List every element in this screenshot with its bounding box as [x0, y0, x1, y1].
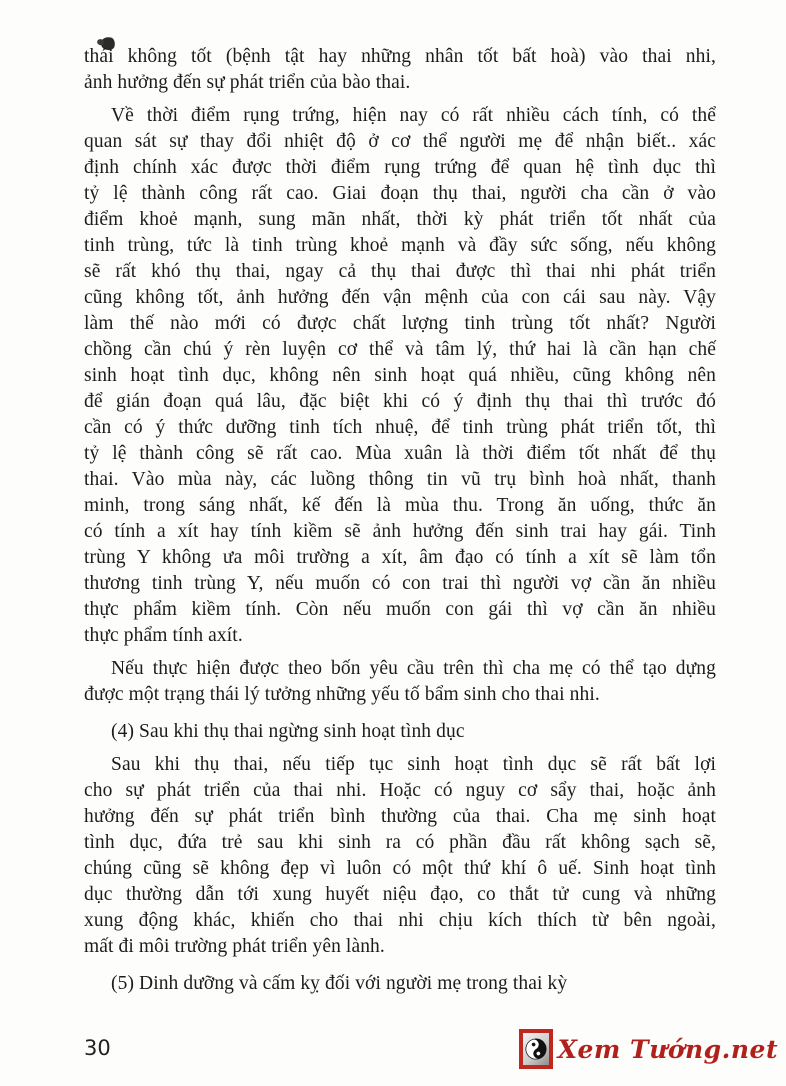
text-line: thực phẩm kiềm tính. Còn nếu muốn con gái thì vợ cần ăn nhiều	[84, 599, 716, 620]
text-line: thai. Vào mùa này, các luồng thông tin vũ trụ bình hoà nhất, thanh	[84, 469, 716, 490]
text-line: cũng không tốt, ảnh hưởng đến vận mệnh của con cái sau này. Vậy	[84, 287, 716, 308]
text-line: tinh trùng, tức là tinh trùng khoẻ mạnh và đầy sức sống, nếu không	[84, 235, 716, 256]
text-line: tình dục, đứa trẻ sau khi sinh ra có phần đầu rất không sạch sẽ,	[84, 832, 716, 853]
text-line: Sau khi thụ thai, nếu tiếp tục sinh hoạt tình dục sẽ rất bất lợi	[111, 754, 716, 775]
text-line: để gián đoạn quá lâu, đặc biệt khi có ý định thụ thai thì trước đó	[84, 391, 716, 412]
text-line: mất đi môi trường phát triển yên lành.	[84, 936, 385, 957]
text-line: chồng cần chú ý rèn luyện cơ thể và tâm lý, thứ hai là cần hạn chế	[84, 339, 716, 360]
text-line: thực phẩm tính axít.	[84, 625, 243, 646]
text-line: dục thường dẫn tới xung huyết niệu đạo, co thắt tử cung và những	[84, 884, 716, 905]
text-line: ảnh hưởng đến sự phát triển của bào thai.	[84, 72, 411, 93]
text-line: quan sát sự thay đổi nhiệt độ ở cơ thể người mẹ để nhận biết.. xác	[84, 131, 716, 152]
yin-yang-icon	[519, 1029, 553, 1069]
text-line: minh, trong sáng nhất, kế đến là mùa thu. Trong ăn uống, thức ăn	[84, 495, 716, 516]
text-line: điểm khoẻ mạnh, sung mãn nhất, thời kỳ phát triển tốt nhất của	[84, 209, 716, 230]
text-line: tỷ lệ thành công sẽ rất cao. Mùa xuân là thời điểm tốt nhất để thụ	[84, 443, 716, 464]
text-line: thương tinh trùng Y, nếu muốn có con trai thì người vợ cần ăn nhiều	[84, 573, 716, 594]
text-line: thái không tốt (bệnh tật hay những nhân tốt bất hoà) vào thai nhi,	[84, 46, 716, 67]
text-line: Về thời điểm rụng trứng, hiện nay có rất nhiều cách tính, có thể	[111, 105, 716, 126]
section-heading	[84, 719, 716, 745]
paragraph	[84, 752, 716, 960]
text-line: hưởng đến sự phát triển bình thường của thai. Cha mẹ sinh hoạt	[84, 806, 716, 827]
text-line: (5) Dinh dưỡng và cấm kỵ đối với người mẹ trong thai kỳ	[111, 973, 568, 994]
text-line: cho sự phát triển của thai nhi. Hoặc có nguy cơ sẩy thai, hoặc ảnh	[84, 780, 716, 801]
text-line: tỷ lệ thành công rất cao. Giai đoạn thụ thai, người cha cần ở vào	[84, 183, 716, 204]
page-text-block	[84, 44, 716, 1000]
paragraph	[84, 103, 716, 649]
text-line: Nếu thực hiện được theo bốn yêu cầu trên thì cha mẹ có thể tạo dựng	[111, 658, 716, 679]
paragraph	[84, 44, 716, 96]
section-heading	[84, 971, 716, 997]
text-line: xung động khác, khiến cho thai nhi chịu kích thích từ bên ngoài,	[84, 910, 716, 931]
page-number: 30	[84, 1036, 111, 1060]
paragraph	[84, 656, 716, 708]
text-line: sinh hoạt tình dục, không nên sinh hoạt quá nhiều, cũng không nên	[84, 365, 716, 386]
watermark[interactable]	[519, 1029, 778, 1069]
text-line: được một trạng thái lý tưởng những yếu tố bẩm sinh cho thai nhi.	[84, 684, 600, 705]
text-line: chúng cũng sẽ không đẹp vì luôn có một thứ khí ô uế. Sinh hoạt tình	[84, 858, 716, 879]
text-line: trùng Y không ưa môi trường a xít, âm đạo có tính a xít sẽ làm tổn	[84, 547, 716, 568]
text-line: (4) Sau khi thụ thai ngừng sinh hoạt tình dục	[111, 721, 465, 742]
watermark-text: Xem Tướng.net	[557, 1034, 778, 1064]
text-line: cần có ý thức dưỡng tinh tích nhuệ, để tinh trùng phát triển tốt, thì	[84, 417, 716, 438]
text-line: có tính a xít hay tính kiềm sẽ ảnh hưởng đến sinh trai hay gái. Tinh	[84, 521, 716, 542]
text-line: làm thế nào mới có được chất lượng tinh trùng tốt nhất? Người	[84, 313, 716, 334]
text-line: định chính xác được thời điểm rụng trứng để quan hệ tình dục thì	[84, 157, 716, 178]
text-line: sẽ rất khó thụ thai, ngay cả thụ thai được thì thai nhi phát triển	[84, 261, 716, 282]
